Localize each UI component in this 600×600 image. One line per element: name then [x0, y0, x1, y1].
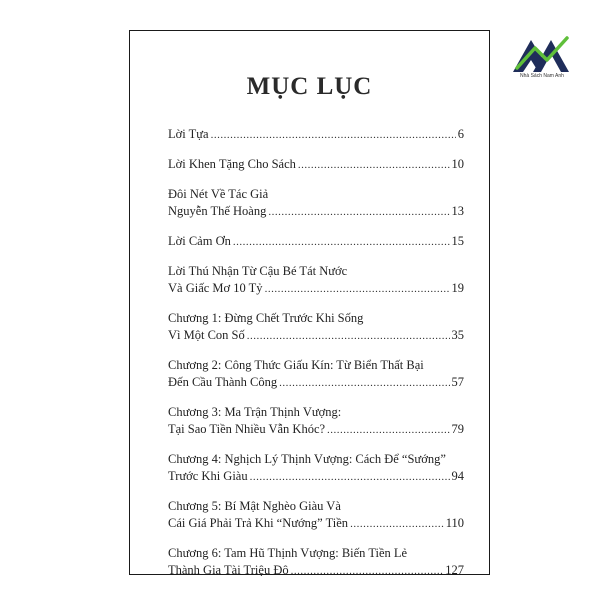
toc-entry: [168, 263, 464, 298]
toc-entry: [168, 498, 464, 533]
toc-entry-title: Chương 2: Công Thức Giấu Kín: Từ Biển Thất Bại: [168, 358, 424, 372]
toc-leader-dots: [247, 328, 450, 345]
toc-line: [168, 233, 464, 251]
toc-leader-dots: [279, 375, 449, 392]
toc-page-number: 127: [445, 563, 464, 577]
toc-entry: [168, 156, 464, 174]
toc-leader-dots: [250, 469, 450, 486]
toc-page-number: 13: [451, 204, 464, 218]
toc-entry: [168, 545, 464, 580]
toc-entry-title: Nguyễn Thế Hoàng: [168, 204, 267, 218]
toc-entry-title: Thành Gia Tài Triệu Đô: [168, 563, 289, 577]
book-page: [129, 30, 490, 575]
toc-entry-title: Lời Cảm Ơn: [168, 234, 231, 248]
toc-line: [168, 468, 464, 486]
table-of-contents: [168, 126, 464, 580]
toc-leader-dots: [327, 422, 449, 439]
logo-text: Nhà Sách Nam Anh: [520, 73, 564, 79]
page-title: MỤC LỤC: [246, 73, 373, 100]
toc-page-number: 6: [457, 127, 464, 141]
toc-entry-title: Chương 6: Tam Hũ Thịnh Vượng: Biến Tiền Lẻ: [168, 546, 408, 560]
toc-leader-dots: [265, 281, 450, 298]
toc-entry: [168, 126, 464, 144]
toc-entry-title: Tại Sao Tiền Nhiều Vẫn Khóc?: [168, 422, 326, 436]
toc-page-number: 15: [451, 234, 464, 248]
toc-entry-title: Lời Khen Tặng Cho Sách: [168, 157, 296, 171]
toc-line: [168, 280, 464, 298]
toc-leader-dots: [298, 157, 450, 174]
toc-line: [168, 156, 464, 174]
toc-entry: [168, 233, 464, 251]
toc-entry-title: Chương 1: Đừng Chết Trước Khi Sống: [168, 311, 364, 325]
toc-entry-title: Trước Khi Giàu: [168, 469, 248, 483]
toc-line: [168, 451, 464, 468]
bookstore-logo-icon: [511, 34, 573, 74]
toc-page-number: 10: [451, 157, 464, 171]
toc-line: [168, 186, 464, 203]
toc-entry-title: Đến Cầu Thành Công: [168, 375, 278, 389]
toc-entry-title: Chương 3: Ma Trận Thịnh Vượng:: [168, 405, 342, 419]
toc-leader-dots: [268, 204, 449, 221]
toc-entry-title: Lời Thú Nhận Từ Cậu Bé Tát Nước: [168, 264, 348, 278]
toc-entry-title: Chương 5: Bí Mật Nghèo Giàu Và: [168, 499, 341, 513]
toc-entry-title: Đôi Nét Về Tác Giả: [168, 187, 269, 201]
toc-line: [168, 357, 464, 374]
toc-page-number: 35: [451, 328, 464, 342]
toc-entry-title: Chương 4: Nghịch Lý Thịnh Vượng: Cách Để “Sướng”: [168, 452, 446, 466]
toc-page-number: 57: [451, 375, 464, 389]
toc-page-number: 79: [451, 422, 464, 436]
toc-line: [168, 404, 464, 421]
toc-leader-dots: [291, 563, 444, 580]
toc-line: [168, 545, 464, 562]
toc-page-number: 110: [445, 516, 464, 530]
toc-entry: [168, 310, 464, 345]
toc-entry: [168, 451, 464, 486]
toc-page-number: 94: [451, 469, 464, 483]
toc-line: [168, 263, 464, 280]
toc-entry: [168, 186, 464, 221]
toc-line: [168, 421, 464, 439]
toc-line: [168, 327, 464, 345]
toc-entry-title: Lời Tựa: [168, 127, 209, 141]
toc-line: [168, 374, 464, 392]
toc-line: [168, 498, 464, 515]
toc-page-number: 19: [451, 281, 464, 295]
toc-line: [168, 515, 464, 533]
toc-line: [168, 203, 464, 221]
toc-entry: [168, 357, 464, 392]
toc-line: [168, 310, 464, 327]
toc-line: [168, 562, 464, 580]
toc-entry-title: Cái Giá Phải Trả Khi “Nướng” Tiền: [168, 516, 349, 530]
toc-leader-dots: [233, 234, 450, 251]
toc-leader-dots: [211, 127, 456, 144]
toc-line: [168, 126, 464, 144]
toc-leader-dots: [350, 516, 444, 533]
toc-entry: [168, 404, 464, 439]
toc-entry-title: Và Giấc Mơ 10 Tỷ: [168, 281, 263, 295]
toc-entry-title: Vì Một Con Số: [168, 328, 245, 342]
